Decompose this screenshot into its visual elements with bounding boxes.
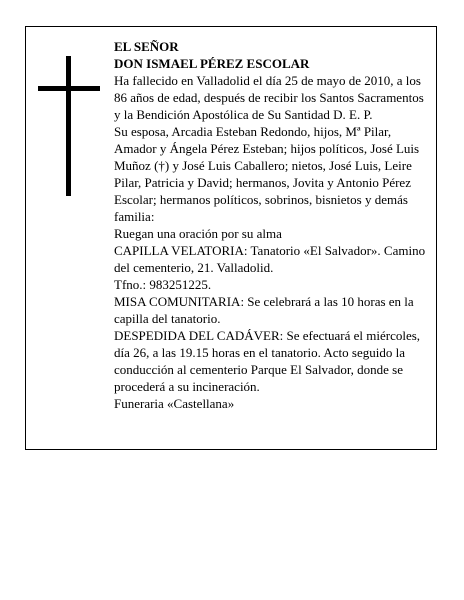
farewell-info: DESPEDIDA DEL CADÁVER: Se efectuará el miércoles, día 26, a las 19.15 horas en el tanatorio. Acto seguido la conducción al cementerio Parque El Salvador, donde se procederá a su incineración.: [114, 328, 421, 394]
funeral-home: Funeraria «Castellana»: [114, 396, 235, 411]
chapel-info: CAPILLA VELATORIA: Tanatorio «El Salvador». Camino del cementerio, 21. Valladolid.: [114, 243, 426, 275]
notice-title-line1: EL SEÑOR: [114, 39, 179, 54]
death-announcement: Ha fallecido en Valladolid el día 25 de mayo de 2010, a los 86 años de edad, después de recibir los Santos Sacramentos y la Bendición Apostólica de Su Santidad D. E. P.: [114, 73, 424, 122]
mass-info: MISA COMUNITARIA: Se celebrará a las 10 horas en la capilla del tanatorio.: [114, 294, 414, 326]
notice-text: [114, 38, 426, 412]
deceased-name: DON ISMAEL PÉREZ ESCOLAR: [114, 56, 310, 71]
cross-icon: [38, 56, 100, 196]
cross-horizontal-bar: [38, 86, 100, 91]
family-list: Su esposa, Arcadia Esteban Redondo, hijos, Mª Pilar, Amador y Ángela Pérez Esteban; hijos políticos, José Luis Muñoz (†) y José Luis Caballero; nietos, José Luis, Leire Pilar, Patricia y David; hermanos, Jovita y Antonio Pérez Escolar; hermanos políticos, sobrinos, bisnietos y demás familia:: [114, 124, 420, 224]
phone-number: Tfno.: 983251225.: [114, 277, 212, 292]
cross-vertical-bar: [66, 56, 71, 196]
prayer-request: Ruegan una oración por su alma: [114, 226, 282, 241]
